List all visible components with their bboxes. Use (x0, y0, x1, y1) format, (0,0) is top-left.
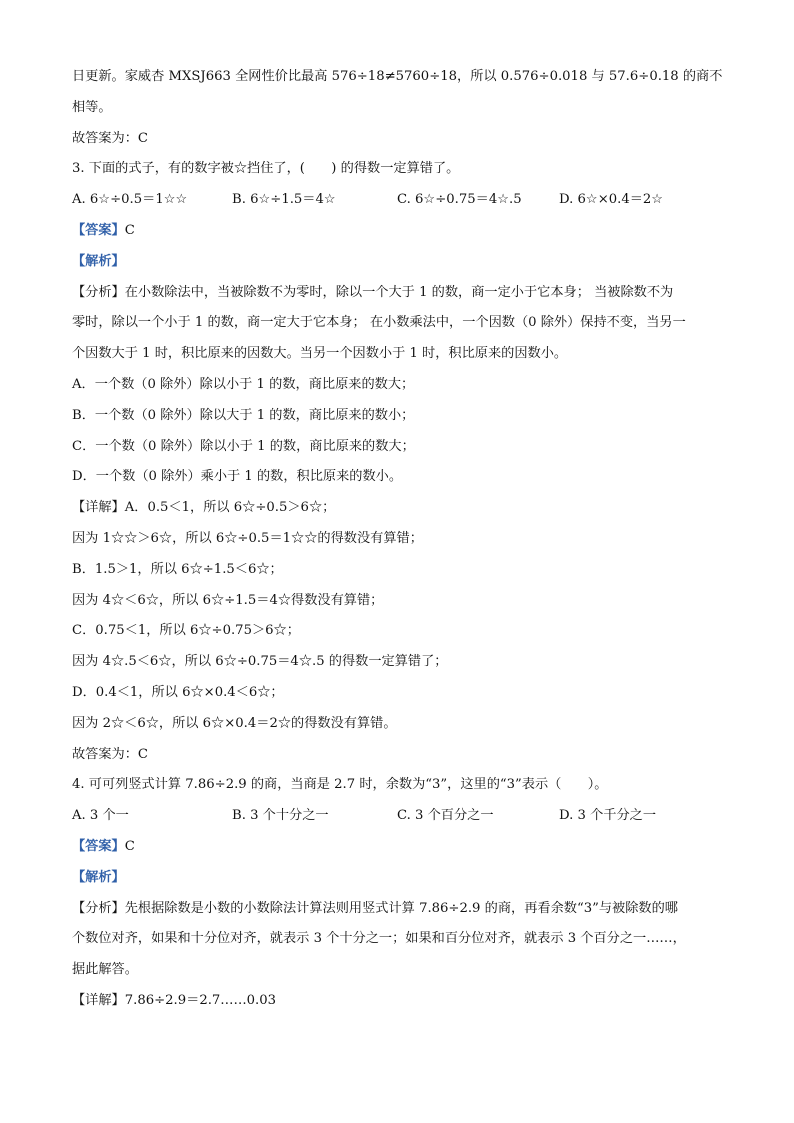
q4-option-a: A. 3 个一 (72, 808, 129, 824)
q4-stem: 4. 可可列竖式计算 7.86÷2.9 的商，当商是 2.7 时，余数为“3”，这里的“3”表示（ ）。 (72, 777, 608, 793)
q3-rule-d: D．一个数（0 除外）乘小于 1 的数，积比原来的数小。 (72, 469, 403, 485)
q4-answer (72, 832, 732, 863)
q4-option-c: C. 3 个百分之一 (397, 808, 494, 824)
q3-detail-first: A．0.5＜1，所以 6☆÷0.5＞6☆； (124, 500, 336, 516)
q3-final-answer: 故答案为：C (72, 746, 149, 762)
q4-analysis-tag: 【解析】 (72, 869, 125, 885)
q4-fenxi-tag: 【分析】 (72, 900, 125, 916)
q4-detail-first: 7.86÷2.9＝2.7……0.03 (124, 992, 277, 1008)
q3-detail-line-5: C．0.75＜1，所以 6☆÷0.75＞6☆； (72, 623, 300, 639)
q3-rule-a: A．一个数（0 除外）除以小于 1 的数，商比原来的数大； (72, 376, 415, 392)
q3-answer-tag: 【答案】 (72, 222, 125, 238)
q3-detail-line-4: 因为 4☆＜6☆，所以 6☆÷1.5＝4☆得数没有算错； (72, 592, 384, 608)
q4-fenxi-text-1: 先根据除数是小数的小数除法计算法则用竖式计算 7.86÷2.9 的商，再看余数“3”与被除数的哪 (124, 900, 678, 916)
q4-fenxi-line-1 (72, 894, 732, 925)
q4-detail-line-1 (72, 986, 732, 1017)
q3-analysis-heading (72, 247, 732, 278)
q3-fenxi-line-2: 零时，除以一个小于 1 的数，商一定大于它本身； 在小数乘法中，一个因数（0 除外）保持不变，当另一 (72, 315, 686, 331)
q3-detail-line-2: 因为 1☆☆＞6☆，所以 6☆÷0.5＝1☆☆的得数没有算错； (72, 530, 423, 546)
intro-line-1: 日更新。家威杏 MXSJ663 全网性价比最高 576÷18≠5760÷18，所以 0.576÷0.018 与 57.6÷0.18 的商不 (72, 69, 723, 84)
q3-answer-value: C (124, 222, 135, 238)
q3-option-a: A. 6☆÷0.5＝1☆☆ (72, 192, 188, 208)
q3-fenxi-line-3: 个因数大于 1 时，积比原来的因数大。当另一个因数小于 1 时，积比原来的因数小。 (72, 346, 568, 362)
q3-detail-line-8: 因为 2☆＜6☆，所以 6☆×0.4＝2☆的得数没有算错。 (72, 715, 397, 731)
q3-fenxi-line-1 (72, 278, 732, 309)
q4-answer-tag: 【答案】 (72, 838, 125, 854)
document-page (72, 62, 732, 1017)
q4-analysis-heading (72, 863, 732, 894)
q3-fenxi-text-1: 在小数除法中，当被除数不为零时，除以一个大于 1 的数，商一定小于它本身； 当被除数不为 (124, 284, 674, 300)
q4-option-d: D. 3 个千分之一 (559, 808, 657, 824)
q4-fenxi-line-3: 据此解答。 (72, 962, 138, 978)
q3-detail-line-1 (72, 493, 732, 524)
q3-option-d: D. 6☆×0.4＝2☆ (559, 192, 664, 208)
q4-detail-tag: 【详解】 (72, 992, 125, 1008)
q3-fenxi-tag: 【分析】 (72, 284, 125, 300)
q3-answer (72, 216, 732, 247)
q4-option-b: B. 3 个十分之一 (232, 808, 329, 824)
q3-option-c: C. 6☆÷0.75＝4☆.5 (397, 192, 522, 208)
q3-option-b: B. 6☆÷1.5＝4☆ (232, 192, 336, 208)
q4-answer-value: C (124, 838, 135, 854)
intro-line-2: 相等。 (72, 99, 112, 115)
q3-detail-line-7: D．0.4＜1，所以 6☆×0.4＜6☆； (72, 684, 284, 700)
q3-detail-tag: 【详解】 (72, 500, 125, 516)
q3-analysis-tag: 【解析】 (72, 253, 125, 269)
q3-rule-b: B．一个数（0 除外）除以大于 1 的数，商比原来的数小； (72, 407, 415, 423)
intro-answer: 故答案为：C (72, 130, 149, 146)
q4-fenxi-line-2: 个数位对齐，如果和十分位对齐，就表示 3 个十分之一；如果和百分位对齐，就表示 3 个百分之一……， (72, 931, 686, 947)
q3-stem: 3. 下面的式子，有的数字被☆挡住了，( ) 的得数一定算错了。 (72, 161, 460, 177)
q3-options (72, 185, 732, 216)
q4-options (72, 801, 732, 832)
q3-detail-line-6: 因为 4☆.5＜6☆，所以 6☆÷0.75＝4☆.5 的得数一定算错了； (72, 654, 448, 670)
q3-rule-c: C．一个数（0 除外）除以小于 1 的数，商比原来的数大； (72, 438, 415, 454)
q3-detail-line-3: B．1.5＞1，所以 6☆÷1.5＜6☆； (72, 561, 283, 577)
